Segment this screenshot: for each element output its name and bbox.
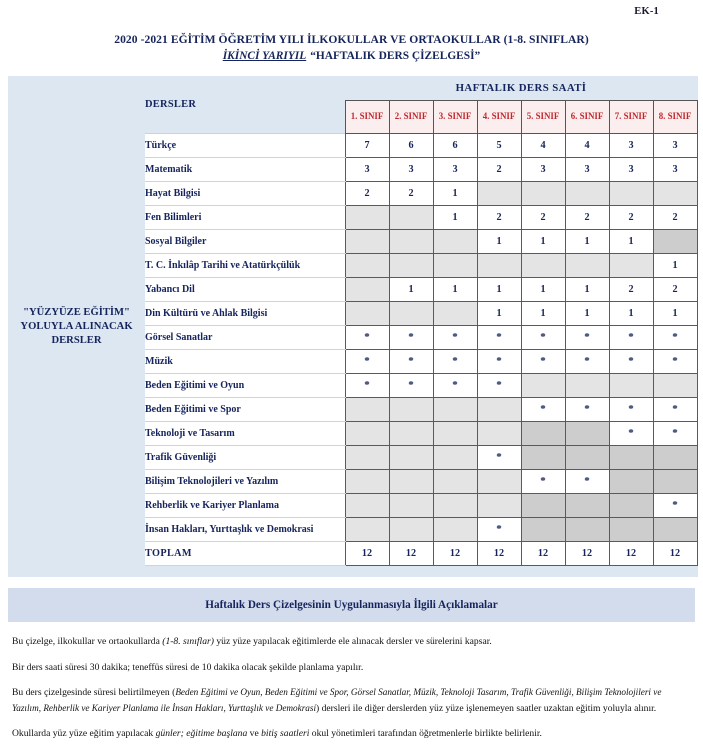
hours-cell: 3 bbox=[609, 157, 653, 181]
class-column-header-3: 3. SINIF bbox=[433, 100, 477, 133]
hours-cell: * bbox=[389, 373, 433, 397]
annex-row bbox=[0, 0, 703, 22]
hours-cell bbox=[565, 373, 609, 397]
note-unspecified-courses bbox=[12, 685, 691, 716]
hours-cell: 6 bbox=[433, 133, 477, 157]
hours-cell: * bbox=[609, 325, 653, 349]
hours-cell bbox=[521, 373, 565, 397]
hours-cell: 2 bbox=[477, 157, 521, 181]
hours-cell: 4 bbox=[565, 133, 609, 157]
hours-cell bbox=[345, 397, 389, 421]
hours-cell bbox=[477, 493, 521, 517]
hours-cell bbox=[565, 421, 609, 445]
hours-cell bbox=[433, 445, 477, 469]
note-scope bbox=[12, 635, 691, 650]
title-line-2 bbox=[0, 48, 703, 64]
hours-cell: 2 bbox=[653, 277, 697, 301]
note-schedule-part1: Okullarda yüz yüze eğitim yapılacak bbox=[12, 728, 156, 739]
hours-cell: 1 bbox=[565, 229, 609, 253]
hours-cell: * bbox=[653, 493, 697, 517]
subject-name-cell: Trafik Güvenliği bbox=[145, 445, 345, 469]
subject-name-cell: Yabancı Dil bbox=[145, 277, 345, 301]
hours-cell: * bbox=[345, 325, 389, 349]
hours-cell bbox=[521, 445, 565, 469]
hours-cell: * bbox=[389, 325, 433, 349]
hours-cell bbox=[477, 181, 521, 205]
hours-cell: 12 bbox=[565, 541, 609, 565]
hours-cell bbox=[521, 517, 565, 541]
hours-cell: 3 bbox=[609, 133, 653, 157]
hours-cell: 2 bbox=[609, 205, 653, 229]
hours-cell: * bbox=[389, 349, 433, 373]
hours-cell bbox=[521, 253, 565, 277]
hours-cell: 2 bbox=[477, 205, 521, 229]
note-unspecified-italic: Beden Eğitimi ve Oyun, Beden Eğitimi ve Spor, Görsel Sanatlar, Müzik, Teknoloji Tasarım, Trafik Güvenliği, Bilişim Teknolojileri ve Yazılım, Rehberlik ve Kariyer Planlama ile İnsan Hakları, Yurttaşlık ve Demokrasi bbox=[12, 687, 662, 713]
semester-label: İKİNCİ YARIYIL bbox=[222, 50, 307, 62]
note-schedule-italic-1: günler; eğitime başlana bbox=[155, 728, 248, 739]
schedule-table-wrapper bbox=[8, 76, 695, 577]
hours-cell bbox=[389, 517, 433, 541]
hours-cell bbox=[565, 493, 609, 517]
hours-cell bbox=[389, 469, 433, 493]
hours-cell bbox=[521, 493, 565, 517]
subject-name-cell: Din Kültürü ve Ahlak Bilgisi bbox=[145, 301, 345, 325]
hours-cell bbox=[389, 229, 433, 253]
hours-cell: * bbox=[345, 349, 389, 373]
hours-cell: 6 bbox=[389, 133, 433, 157]
class-column-header-7: 7. SINIF bbox=[609, 100, 653, 133]
hours-cell: 7 bbox=[345, 133, 389, 157]
weekly-hours-header: HAFTALIK DERS SAATİ bbox=[345, 76, 697, 100]
hours-cell bbox=[389, 253, 433, 277]
hours-cell: * bbox=[433, 373, 477, 397]
hours-cell bbox=[477, 397, 521, 421]
hours-cell bbox=[345, 229, 389, 253]
hours-cell: 1 bbox=[477, 229, 521, 253]
hours-cell bbox=[609, 181, 653, 205]
class-column-header-8: 8. SINIF bbox=[653, 100, 697, 133]
class-column-header-5: 5. SINIF bbox=[521, 100, 565, 133]
class-column-header-1: 1. SINIF bbox=[345, 100, 389, 133]
subject-name-cell: Müzik bbox=[145, 349, 345, 373]
class-column-header-6: 6. SINIF bbox=[565, 100, 609, 133]
hours-cell bbox=[345, 469, 389, 493]
hours-cell: * bbox=[609, 349, 653, 373]
subject-name-cell: Rehberlik ve Kariyer Planlama bbox=[145, 493, 345, 517]
hours-cell: * bbox=[433, 349, 477, 373]
hours-cell bbox=[653, 469, 697, 493]
hours-cell: 2 bbox=[609, 277, 653, 301]
hours-cell: * bbox=[565, 469, 609, 493]
hours-cell: 3 bbox=[653, 133, 697, 157]
hours-cell bbox=[565, 181, 609, 205]
padding-cell bbox=[145, 565, 697, 577]
note-scope-part2: yüz yüze yapılacak eğitimlerde ele alınacak dersler ve sürelerini kapsar. bbox=[213, 636, 492, 647]
hours-cell: 2 bbox=[653, 205, 697, 229]
subject-name-cell: Matematik bbox=[145, 157, 345, 181]
hours-cell bbox=[389, 445, 433, 469]
hours-cell: 1 bbox=[653, 253, 697, 277]
hours-cell: 1 bbox=[477, 301, 521, 325]
note-schedule-italic-2: bitiş saatleri bbox=[261, 728, 310, 739]
annex-label: EK-1 bbox=[634, 5, 659, 17]
hours-cell: * bbox=[521, 469, 565, 493]
hours-cell bbox=[433, 517, 477, 541]
hours-cell: 4 bbox=[521, 133, 565, 157]
hours-cell: 12 bbox=[609, 541, 653, 565]
hours-cell: 1 bbox=[521, 301, 565, 325]
note-scope-italic: (1-8. sınıflar) bbox=[162, 636, 214, 647]
hours-cell bbox=[433, 397, 477, 421]
hours-cell bbox=[609, 493, 653, 517]
hours-cell: 12 bbox=[389, 541, 433, 565]
subject-name-cell: Beden Eğitimi ve Oyun bbox=[145, 373, 345, 397]
hours-cell bbox=[433, 253, 477, 277]
hours-cell bbox=[433, 229, 477, 253]
hours-cell: 2 bbox=[345, 181, 389, 205]
hours-cell bbox=[653, 445, 697, 469]
hours-cell bbox=[521, 421, 565, 445]
hours-cell bbox=[653, 181, 697, 205]
hours-cell: 1 bbox=[521, 229, 565, 253]
note-schedule-determination bbox=[12, 727, 691, 742]
class-column-header-4: 4. SINIF bbox=[477, 100, 521, 133]
hours-cell: 1 bbox=[477, 277, 521, 301]
hours-cell bbox=[609, 373, 653, 397]
hours-cell: * bbox=[653, 325, 697, 349]
note-lesson-duration: Bir ders saati süresi 30 dakika; teneffüs süresi de 10 dakika olacak şekilde planlama yapılır. bbox=[12, 661, 364, 673]
hours-cell bbox=[389, 397, 433, 421]
hours-cell: * bbox=[565, 349, 609, 373]
hours-cell: 1 bbox=[653, 301, 697, 325]
hours-cell: * bbox=[565, 397, 609, 421]
explanations-banner: Haftalık Ders Çizelgesinin Uygulanmasıyla İlgili Açıklamalar bbox=[8, 588, 695, 622]
hours-cell: * bbox=[565, 325, 609, 349]
hours-cell bbox=[345, 277, 389, 301]
hours-cell bbox=[389, 421, 433, 445]
hours-cell: 2 bbox=[565, 205, 609, 229]
hours-cell: 3 bbox=[389, 157, 433, 181]
hours-cell bbox=[521, 181, 565, 205]
hours-cell: 1 bbox=[433, 181, 477, 205]
hours-cell bbox=[345, 517, 389, 541]
subject-name-cell: Fen Bilimleri bbox=[145, 205, 345, 229]
hours-cell: 12 bbox=[477, 541, 521, 565]
title-line-1: 2020 -2021 EĞİTİM ÖĞRETİM YILI İLKOKULLAR VE ORTAOKULLAR (1-8. SINIFLAR) bbox=[114, 33, 589, 46]
hours-cell bbox=[433, 469, 477, 493]
hours-cell: * bbox=[653, 349, 697, 373]
subject-name-cell: Görsel Sanatlar bbox=[145, 325, 345, 349]
subject-name-cell: T. C. İnkılâp Tarihi ve Atatürkçülük bbox=[145, 253, 345, 277]
hours-cell: 12 bbox=[433, 541, 477, 565]
hours-cell bbox=[389, 301, 433, 325]
hours-cell: * bbox=[521, 325, 565, 349]
hours-cell: 2 bbox=[521, 205, 565, 229]
hours-cell bbox=[565, 253, 609, 277]
hours-cell: 1 bbox=[433, 205, 477, 229]
page-title bbox=[0, 22, 703, 76]
hours-cell: 1 bbox=[609, 229, 653, 253]
hours-cell: * bbox=[433, 325, 477, 349]
subject-name-cell: Bilişim Teknolojileri ve Yazılım bbox=[145, 469, 345, 493]
hours-cell: 1 bbox=[521, 277, 565, 301]
hours-cell: * bbox=[609, 421, 653, 445]
hours-cell bbox=[609, 253, 653, 277]
hours-cell: * bbox=[477, 349, 521, 373]
hours-cell: 3 bbox=[565, 157, 609, 181]
hours-cell bbox=[653, 229, 697, 253]
note-scope-part1: Bu çizelge, ilkokullar ve ortaokullarda bbox=[12, 636, 163, 647]
hours-cell: * bbox=[653, 397, 697, 421]
hours-cell: 1 bbox=[389, 277, 433, 301]
hours-cell: * bbox=[477, 325, 521, 349]
subject-name-cell: Teknoloji ve Tasarım bbox=[145, 421, 345, 445]
hours-cell: 2 bbox=[389, 181, 433, 205]
hours-cell: 1 bbox=[565, 301, 609, 325]
note-schedule-part2: okul yönetimleri tarafından öğretmenlerle birlikte belirlenir. bbox=[309, 728, 542, 739]
hours-cell bbox=[345, 253, 389, 277]
subject-name-cell: Sosyal Bilgiler bbox=[145, 229, 345, 253]
hours-cell bbox=[345, 421, 389, 445]
subject-name-cell: Hayat Bilgisi bbox=[145, 181, 345, 205]
hours-cell bbox=[653, 373, 697, 397]
hours-cell: * bbox=[653, 421, 697, 445]
hours-cell: 3 bbox=[521, 157, 565, 181]
hours-cell: 1 bbox=[433, 277, 477, 301]
note-unspecified-part2: ) dersleri ile diğer derslerden yüz yüze işlenemeyen saatler uzaktan eğitim yoluyla alınır. bbox=[316, 702, 657, 714]
hours-cell bbox=[389, 205, 433, 229]
hours-cell bbox=[345, 205, 389, 229]
hours-cell bbox=[389, 493, 433, 517]
hours-cell: * bbox=[477, 445, 521, 469]
hours-cell: * bbox=[521, 397, 565, 421]
subjects-column-header: DERSLER bbox=[145, 76, 345, 133]
hours-cell: * bbox=[477, 517, 521, 541]
note-schedule-mid: ve bbox=[247, 728, 262, 739]
note-unspecified-part1: Bu ders çizelgesinde süresi belirtilmeyen ( bbox=[12, 687, 176, 698]
hours-cell bbox=[477, 469, 521, 493]
subject-name-cell: İnsan Hakları, Yurttaşlık ve Demokrasi bbox=[145, 517, 345, 541]
hours-cell bbox=[565, 445, 609, 469]
hours-cell bbox=[609, 517, 653, 541]
hours-cell bbox=[565, 517, 609, 541]
explanations-notes bbox=[8, 622, 695, 742]
weekly-course-schedule-table bbox=[8, 76, 698, 577]
table-header-row-1 bbox=[8, 76, 697, 100]
hours-cell bbox=[345, 493, 389, 517]
hours-cell bbox=[345, 445, 389, 469]
hours-cell: 5 bbox=[477, 133, 521, 157]
hours-cell: * bbox=[477, 373, 521, 397]
chart-name-label: “HAFTALIK DERS ÇİZELGESİ” bbox=[310, 50, 481, 62]
hours-cell: * bbox=[345, 373, 389, 397]
hours-cell bbox=[345, 301, 389, 325]
hours-cell bbox=[609, 469, 653, 493]
hours-cell: 12 bbox=[653, 541, 697, 565]
face-to-face-section-label: "YÜZYÜZE EĞİTİM" YOLUYLA ALINACAK DERSLER bbox=[8, 76, 145, 577]
hours-cell: * bbox=[521, 349, 565, 373]
subject-name-cell: TOPLAM bbox=[145, 541, 345, 565]
hours-cell bbox=[433, 301, 477, 325]
hours-cell: 1 bbox=[565, 277, 609, 301]
hours-cell: 12 bbox=[345, 541, 389, 565]
hours-cell: * bbox=[609, 397, 653, 421]
hours-cell bbox=[477, 253, 521, 277]
class-column-header-2: 2. SINIF bbox=[389, 100, 433, 133]
hours-cell: 12 bbox=[521, 541, 565, 565]
hours-cell: 1 bbox=[609, 301, 653, 325]
hours-cell bbox=[433, 421, 477, 445]
hours-cell bbox=[653, 517, 697, 541]
subject-name-cell: Türkçe bbox=[145, 133, 345, 157]
hours-cell bbox=[609, 445, 653, 469]
hours-cell: 3 bbox=[433, 157, 477, 181]
hours-cell bbox=[433, 493, 477, 517]
hours-cell: 3 bbox=[345, 157, 389, 181]
hours-cell bbox=[477, 421, 521, 445]
subject-name-cell: Beden Eğitimi ve Spor bbox=[145, 397, 345, 421]
hours-cell: 3 bbox=[653, 157, 697, 181]
